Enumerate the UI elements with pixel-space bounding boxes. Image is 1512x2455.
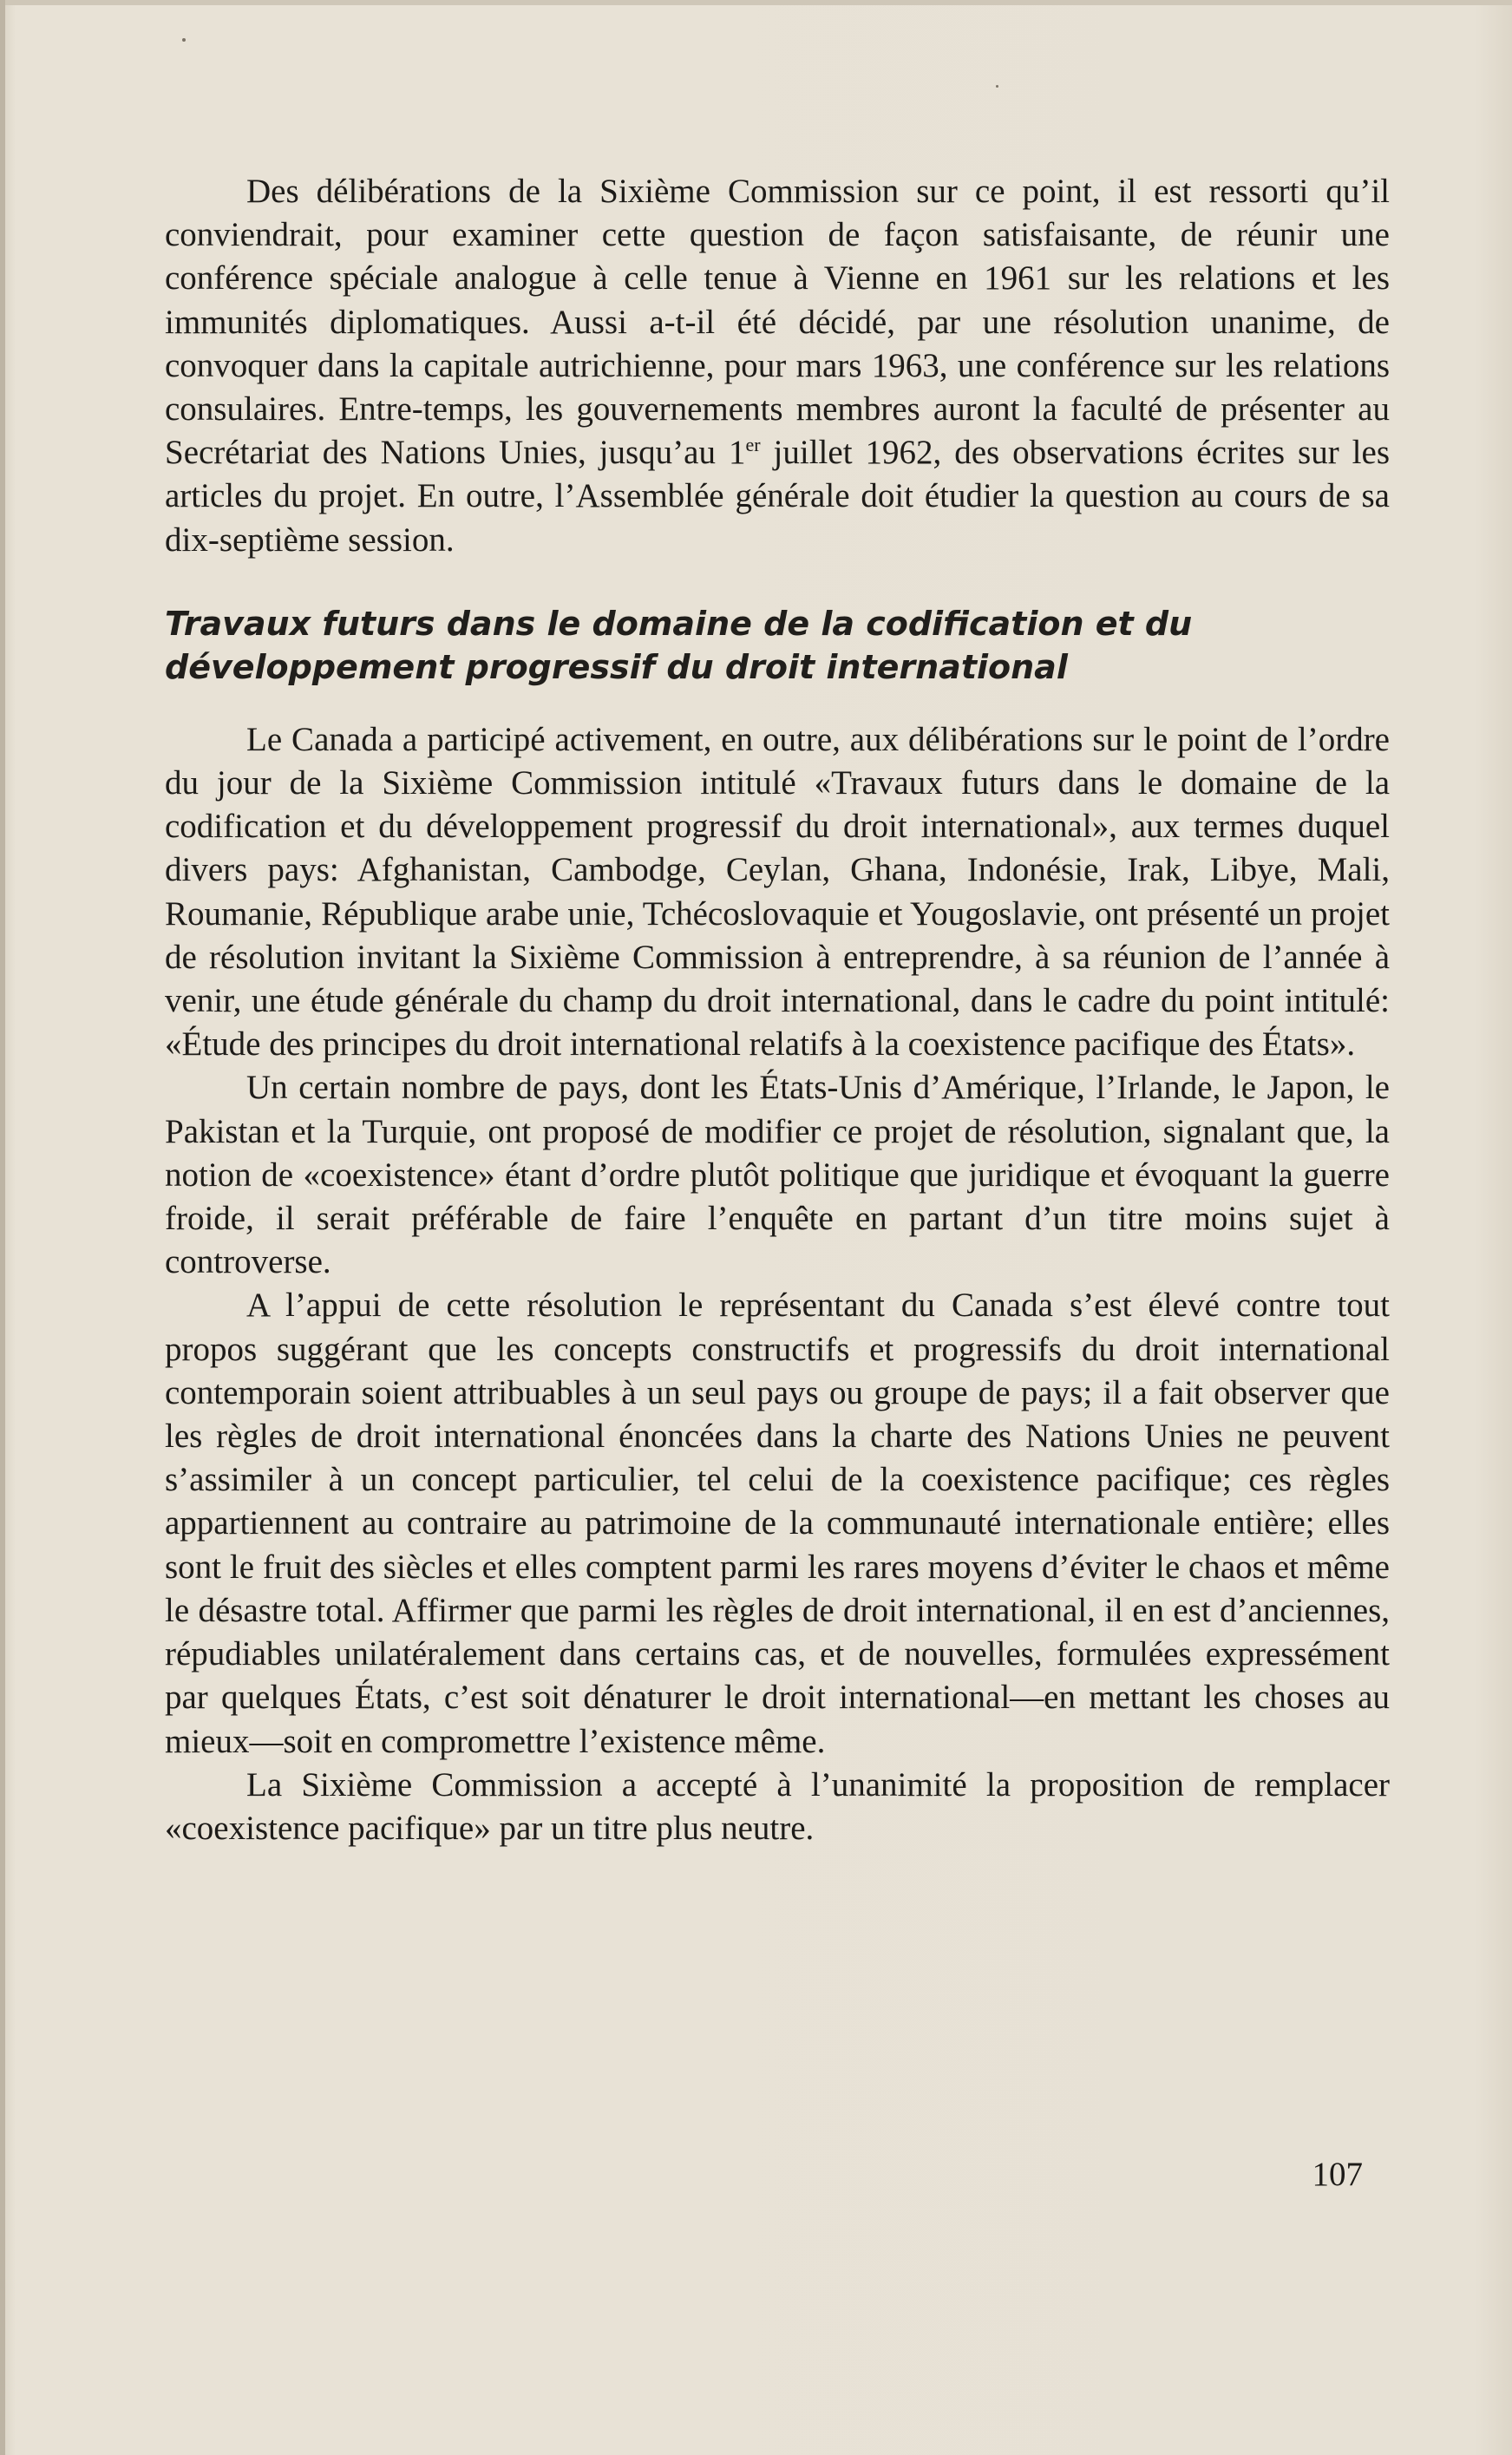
date-superscript: er (745, 434, 761, 456)
date-day: 1 (728, 434, 746, 472)
paragraph-intro-end: juillet 1962, des observations écrites sur les articles du projet. En outre, l’Assemblée générale doit étudier la question au cours de sa dix-septième session. (165, 434, 1390, 559)
paper-speck (996, 85, 998, 88)
page-left-edge (0, 0, 5, 2455)
paper-speck (182, 38, 186, 42)
page-top-edge (0, 0, 1512, 5)
paragraph-intro-start: Des délibérations de la Sixième Commission sur ce point, il est ressorti qu’il conviendrait, pour examiner cette question de façon satisfaisante, de réunir une conférence spéciale analogue à celle tenue à Vienne en 1961 sur les relations et les immunités diplomatiques. Aussi a-t-il été décidé, par une résolution unanime, de convoquer dans la capitale autrichienne, pour mars 1963, une conférence sur les relations consulaires. Entre-temps, les gouvernements membres auront la faculté de présenter au Secrétariat des Nations Unies, jusqu’au (165, 173, 1390, 472)
paragraph: Un certain nombre de pays, dont les États-Unis d’Amérique, l’Irlande, le Japon, le Pakistan et la Turquie, ont proposé de modifier ce projet de résolution, signalant que, la notion de «coexistence» étant d’ordre plutôt politique que juridique et évoquant la guerre froide, il serait préférable de faire l’enquête en partant d’un titre moins sujet à controverse. (165, 1069, 1390, 1281)
paragraph: A l’appui de cette résolution le représentant du Canada s’est élevé contre tout propos suggérant que les concepts constructifs et progressifs du droit international contemporain soient attribuables à un seul pays ou groupe de pays; il a fait observer que les règles de droit international énoncées dans la charte des Nations Unies ne peuvent s’assimiler à un concept particulier, tel celui de la coexistence pacifique; ces règles appartiennent au contraire au patrimoine de la communauté internationale entière; elles sont le fruit des siècles et elles comptent parmi les rares moyens d’éviter le chaos et même le désastre total. Affirmer que parmi les règles de droit international, il en est d’anciennes, répudiables unilatéralement dans certains cas, et de nouvelles, formulées expressément par quelques États, c’est soit dénaturer le droit international—en mettant les choses au mieux—soit en compromettre l’existence même. (165, 1286, 1390, 1760)
paragraph: La Sixième Commission a accepté à l’unanimité la proposition de remplacer «coexistence pacifique» par un titre plus neutre. (165, 1765, 1390, 1847)
section-heading: Travaux futurs dans le domaine de la codification et du développement progressif du droit international (165, 604, 1193, 686)
paragraph-intro (165, 170, 1390, 562)
page-number: 107 (1312, 2156, 1363, 2193)
body-text (165, 170, 1390, 1850)
paragraph: Le Canada a participé activement, en outre, aux délibérations sur le point de l’ordre du jour de la Sixième Commission intitulé «Travaux futurs dans le domaine de la codification et du développement progressif du droit international», aux termes duquel divers pays: Afghanistan, Cambodge, Ceylan, Ghana, Indonésie, Irak, Libye, Mali, Roumanie, République arabe unie, Tchécoslovaquie et Yougoslavie, ont présenté un projet de résolution invitant la Sixième Commission à entreprendre, à sa réunion de l’année à venir, une étude générale du champ du droit international, dans le cadre du point intitulé: «Étude des principes du droit international relatifs à la coexistence pacifique des États». (165, 720, 1390, 1064)
